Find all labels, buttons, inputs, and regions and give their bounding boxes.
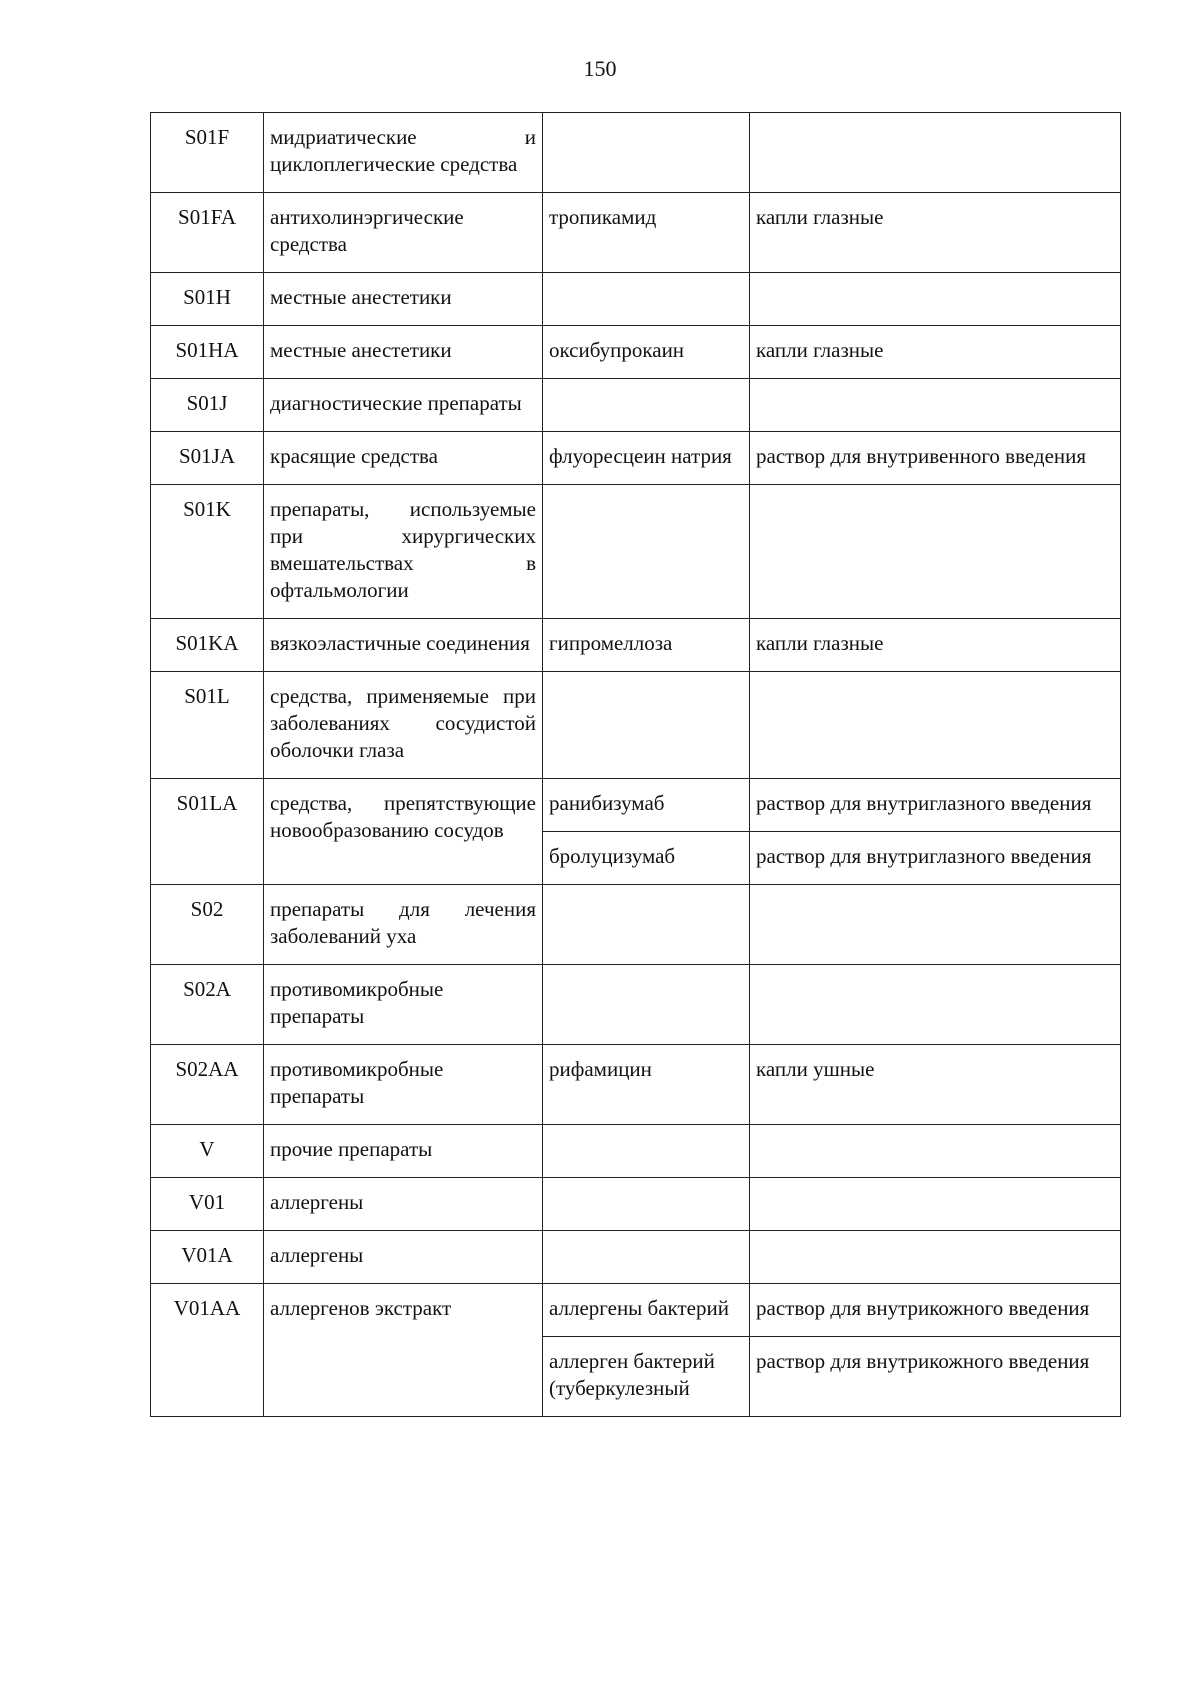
dosage-form-cell — [750, 113, 1121, 193]
atc-code-cell: S01H — [151, 273, 264, 326]
dosage-form-cell: капли глазные — [750, 193, 1121, 273]
anatomical-therapeutic-group-cell: диагностические препараты — [264, 379, 543, 432]
anatomical-therapeutic-group-cell: противомикробные препараты — [264, 965, 543, 1045]
table-row — [151, 379, 1121, 432]
table-row — [151, 619, 1121, 672]
atc-code-cell: S01JA — [151, 432, 264, 485]
table-row — [151, 1231, 1121, 1284]
drug-name-cell — [543, 1231, 750, 1284]
anatomical-therapeutic-group-cell: местные анестетики — [264, 273, 543, 326]
dosage-form-cell — [750, 1231, 1121, 1284]
anatomical-therapeutic-group-cell: препараты, используемые при хирургических вмешательствах в офтальмологии — [264, 485, 543, 619]
table-row — [151, 1178, 1121, 1231]
anatomical-therapeutic-group-cell: красящие средства — [264, 432, 543, 485]
table-row — [151, 326, 1121, 379]
dosage-form-cell: капли глазные — [750, 326, 1121, 379]
dosage-form-cell — [750, 1125, 1121, 1178]
table-row — [151, 779, 1121, 832]
anatomical-therapeutic-group-cell: мидриатические и циклоплегические средства — [264, 113, 543, 193]
atc-code-cell: V01AA — [151, 1284, 264, 1417]
table-row — [151, 485, 1121, 619]
drug-name-cell: аллерген бактерий (туберкулезный — [543, 1337, 750, 1417]
dosage-form-cell — [750, 672, 1121, 779]
table-row — [151, 193, 1121, 273]
atc-code-cell: V01A — [151, 1231, 264, 1284]
dosage-form-cell: раствор для внутрикожного введения — [750, 1337, 1121, 1417]
dosage-form-cell: раствор для внутривенного введения — [750, 432, 1121, 485]
table-row — [151, 113, 1121, 193]
drug-name-cell: тропикамид — [543, 193, 750, 273]
dosage-form-cell — [750, 885, 1121, 965]
anatomical-therapeutic-group-cell: препараты для лечения заболеваний уха — [264, 885, 543, 965]
dosage-form-cell — [750, 1178, 1121, 1231]
table-row — [151, 1284, 1121, 1337]
dosage-form-cell: капли глазные — [750, 619, 1121, 672]
atc-code-cell: S01J — [151, 379, 264, 432]
anatomical-therapeutic-group-cell: средства, препятствующие новообразованию сосудов — [264, 779, 543, 885]
drug-name-cell: гипромеллоза — [543, 619, 750, 672]
anatomical-therapeutic-group-cell: вязкоэластичные соединения — [264, 619, 543, 672]
anatomical-therapeutic-group-cell: противомикробные препараты — [264, 1045, 543, 1125]
drug-name-cell: бролуцизумаб — [543, 832, 750, 885]
atc-code-cell: S01FA — [151, 193, 264, 273]
atc-code-cell: S02A — [151, 965, 264, 1045]
drug-name-cell: флуоресцеин натрия — [543, 432, 750, 485]
drug-name-cell — [543, 113, 750, 193]
drug-name-cell: рифамицин — [543, 1045, 750, 1125]
dosage-form-cell: раствор для внутрикожного введения — [750, 1284, 1121, 1337]
atc-code-cell: S02 — [151, 885, 264, 965]
anatomical-therapeutic-group-cell: средства, применяемые при заболеваниях сосудистой оболочки глаза — [264, 672, 543, 779]
drug-name-cell — [543, 885, 750, 965]
anatomical-therapeutic-group-cell: аллергенов экстракт — [264, 1284, 543, 1417]
dosage-form-cell — [750, 965, 1121, 1045]
drug-name-cell — [543, 1178, 750, 1231]
table-body — [151, 113, 1121, 1417]
atc-code-cell: S01K — [151, 485, 264, 619]
dosage-form-cell — [750, 485, 1121, 619]
atc-code-cell: S01LA — [151, 779, 264, 885]
dosage-form-cell: раствор для внутриглазного введения — [750, 779, 1121, 832]
table-row — [151, 965, 1121, 1045]
atc-code-cell: S01F — [151, 113, 264, 193]
dosage-form-cell: капли ушные — [750, 1045, 1121, 1125]
dosage-form-cell — [750, 273, 1121, 326]
atc-code-cell: V — [151, 1125, 264, 1178]
drug-name-cell — [543, 485, 750, 619]
dosage-form-cell — [750, 379, 1121, 432]
table-row — [151, 1125, 1121, 1178]
drug-name-cell — [543, 273, 750, 326]
drug-name-cell — [543, 965, 750, 1045]
drug-name-cell — [543, 379, 750, 432]
anatomical-therapeutic-group-cell: прочие препараты — [264, 1125, 543, 1178]
atc-code-cell: V01 — [151, 1178, 264, 1231]
atc-code-cell: S01L — [151, 672, 264, 779]
drug-name-cell: ранибизумаб — [543, 779, 750, 832]
drug-table — [150, 112, 1121, 1417]
page-number: 150 — [583, 56, 617, 81]
table-row — [151, 273, 1121, 326]
atc-code-cell: S01HA — [151, 326, 264, 379]
drug-name-cell — [543, 672, 750, 779]
drug-name-cell: оксибупрокаин — [543, 326, 750, 379]
atc-code-cell: S02AA — [151, 1045, 264, 1125]
table-row — [151, 672, 1121, 779]
anatomical-therapeutic-group-cell: местные анестетики — [264, 326, 543, 379]
anatomical-therapeutic-group-cell: аллергены — [264, 1178, 543, 1231]
dosage-form-cell: раствор для внутриглазного введения — [750, 832, 1121, 885]
table-row — [151, 1045, 1121, 1125]
anatomical-therapeutic-group-cell: аллергены — [264, 1231, 543, 1284]
drug-name-cell: аллергены бактерий — [543, 1284, 750, 1337]
atc-code-cell: S01KA — [151, 619, 264, 672]
drug-name-cell — [543, 1125, 750, 1178]
table-row — [151, 885, 1121, 965]
anatomical-therapeutic-group-cell: антихолинэргические средства — [264, 193, 543, 273]
table-row — [151, 432, 1121, 485]
